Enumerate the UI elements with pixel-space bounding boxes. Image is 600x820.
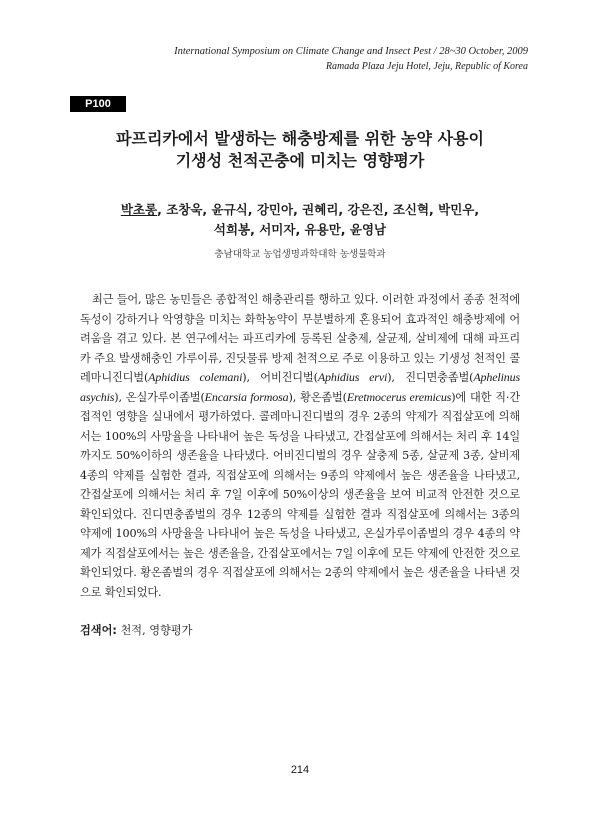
page-number: 214 (290, 764, 310, 776)
poster-number-badge: P100 (70, 96, 126, 112)
abstract-body (80, 290, 520, 602)
conference-venue: Ramada Plaza Jeju Hotel, Jeju, Republic of Korea (325, 61, 528, 72)
co-authors-1: , 조창욱, 윤규식, 강민아, 권혜리, 강은진, 조신혁, 박민우, (157, 202, 480, 217)
conference-title: International Symposium on Climate Change and Insect Pest / 28~30 October, 2009 (174, 46, 528, 57)
species-name: Aphelinus asychis (80, 370, 521, 404)
species-name: Aphidius ervi (317, 370, 388, 384)
species-name: Encarsia formosa (204, 389, 289, 404)
keywords (80, 622, 520, 638)
author-line-2: 석희봉, 서미자, 유용만, 윤영남 (213, 222, 387, 237)
affiliation: 충남대학교 농업생명과학대학 농생물학과 (214, 249, 386, 260)
paper-title-line-1: 파프리카에서 발생하는 해충방제를 위한 농약 사용이 (116, 129, 484, 148)
keywords-label: 검색어: (80, 624, 117, 637)
species-name: Aphidius colemani (148, 370, 243, 384)
abstract-text: )에 대한 직·간접적인 영향을 실내에서 평가하였다. 콜레마니진디벌의 경우 2종의 약제가 직접살포에 의해서는 100%의 사망율을 나타내어 높은 독성을 나타냈고, 간접살포에 의해서는 처리 후 14일까지도 50%이하의 생존율을 나타냈다. 어비진디벌의 경우 살충제 5종, 살균제 3종, 살비제 4종의 약제를 실험한 결과, 직접살포에 의해서는 9종의 약제에서 높은 생존율을 나타냈고, 간접살포에 의해서는 처리 후 7일 이후에 50%이상의 생존율을 보여 비교적 안전한 것으로 확인되었다. 진디면충좀벌의 경우 12종의 약제를 실험한 결과 직접살포에 의해서는 3종의 약제에 100%의 사망율을 나타내어 높은 독성을 나타냈고, 온실가루이좀벌의 경우 4종의 약제가 직접살포에서는 높은 생존율을, 간접살포에서는 7일 이후에 모든 약제에 안전한 것으로 확인되었다. 황온좀벌의 경우 직접살포에 의해서는 2종의 약제에서 높은 생존율을 나타낸 것으로 확인되었다. (80, 390, 521, 599)
abstract-text: ), 진디면충좀벌( (387, 371, 474, 384)
author-list (60, 200, 540, 240)
conference-header (174, 44, 528, 74)
author-line-1 (60, 200, 540, 220)
abstract-text: ), 황온좀벌( (288, 390, 347, 404)
species-name: Eretmocerus eremicus (346, 389, 452, 404)
abstract-text: ), 온실가루이좀벌( (114, 390, 205, 404)
paper-title (60, 128, 540, 172)
abstract-text: 최근 들어, 많은 농민들은 종합적인 해충관리를 행하고 있다. 이러한 과정에서 종종 천적에 독성이 강하거나 악영향을 미치는 화학농약이 무분별하게 혼용되어 효과적인 해충방제에 어려움을 겪고 있다. 본 연구에서는 파프리카에 등록된 살충제, 살균제, 살비제에 대해 파프리카 주요 발생해충인 가루이류, 진딧물류 방제 천적으로 주로 이용하고 있는 기생성 천적인 콜레마니진디벌( (80, 293, 520, 384)
presenting-author: 박초롱 (120, 202, 158, 217)
abstract-text: ), 어비진디벌( (242, 371, 318, 384)
keywords-value: 천적, 영향평가 (116, 624, 193, 637)
paper-title-line-2: 기생성 천적곤충에 미치는 영향평가 (175, 151, 425, 170)
